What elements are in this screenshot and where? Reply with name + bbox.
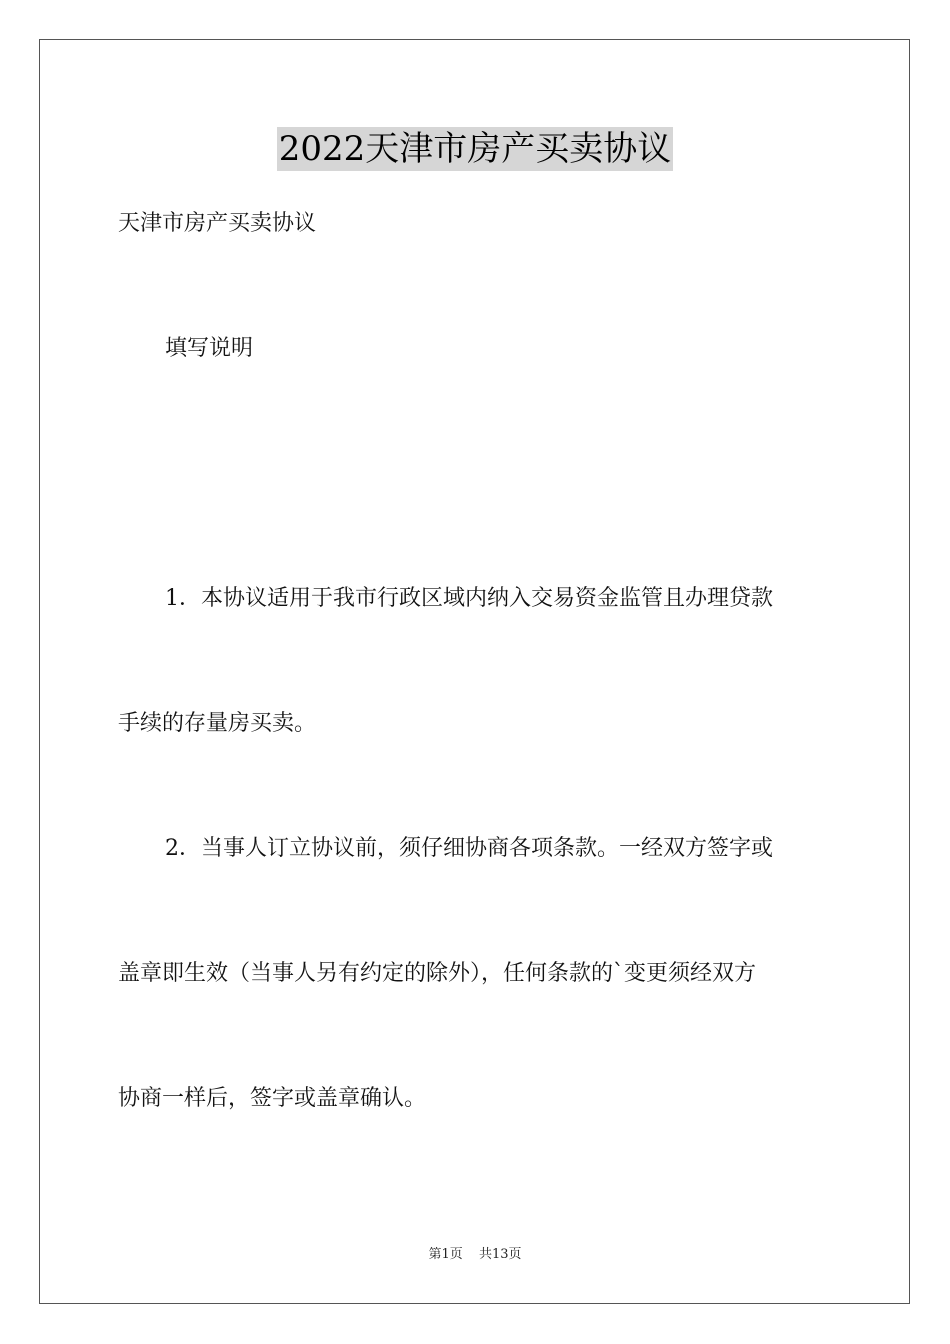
title-container bbox=[0, 127, 950, 171]
paragraph-2-line-3: 协商一样后，签字或盖章确认。 bbox=[118, 1086, 427, 1111]
document-title: 2022天津市房产买卖协议 bbox=[278, 129, 672, 169]
paragraph-1-line-1: 1．本协议适用于我市行政区域内纳入交易资金监管且办理贷款 bbox=[165, 586, 773, 611]
paragraph-1-line-2: 手续的存量房买卖。 bbox=[118, 711, 317, 736]
page-footer bbox=[0, 1246, 950, 1264]
document-subtitle: 天津市房产买卖协议 bbox=[118, 211, 317, 236]
page-number: 第1页 bbox=[428, 1247, 463, 1262]
paragraph-2-line-1: 2．当事人订立协议前，须仔细协商各项条款。一经双方签字或 bbox=[165, 836, 773, 861]
section-heading: 填写说明 bbox=[165, 336, 254, 361]
paragraph-2-line-2: 盖章即生效（当事人另有约定的除外），任何条款的`变更须经双方 bbox=[118, 961, 757, 986]
page-total: 共13页 bbox=[478, 1247, 522, 1262]
